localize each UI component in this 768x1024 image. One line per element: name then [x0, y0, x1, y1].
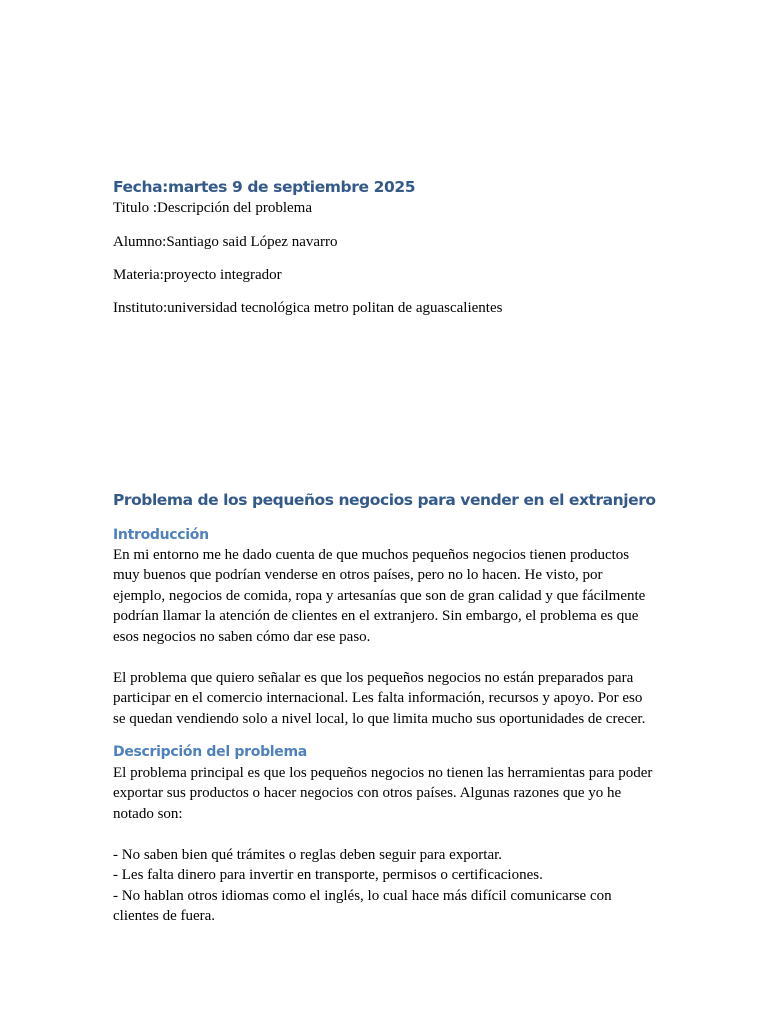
institute-line: Instituto:universidad tecnológica metro politan de aguascalientes [113, 300, 503, 316]
list-item: - No saben bien qué trámites o reglas deben seguir para exportar. [113, 847, 503, 863]
list-item: - Les falta dinero para invertir en transporte, permisos o certificaciones. [113, 867, 543, 884]
subject-line: Materia:proyecto integrador [113, 267, 282, 283]
text-line: El problema principal es que los pequeños negocios no tienen las herramientas para poder [113, 765, 653, 781]
text-line: notado son: [113, 805, 183, 822]
list-item: - No hablan otros idiomas como el inglés, lo cual hace más difícil comunicarse con [113, 887, 612, 904]
text-line: podrían llamar la atención de clientes en el extranjero. Sin embargo, el problema es que [113, 608, 639, 625]
text-line: exportar sus productos o hacer negocios con otros países. Algunas razones que yo he [113, 785, 622, 802]
intro-paragraph-1 [113, 545, 673, 647]
date-heading: Fecha:martes 9 de septiembre 2025 [113, 178, 416, 196]
text-line: se quedan vendiendo solo a nivel local, lo que limita mucho sus oportunidades de crecer. [113, 710, 646, 727]
title-line: Titulo :Descripción del problema [113, 200, 312, 216]
student-line: Alumno:Santiago said López navarro [113, 234, 338, 250]
text-line: El problema que quiero señalar es que los pequeños negocios no están preparados para [113, 670, 634, 686]
description-heading: Descripción del problema [113, 744, 307, 760]
text-line: esos negocios no saben cómo dar ese paso. [113, 628, 371, 645]
intro-paragraph-2 [113, 668, 673, 729]
text-line: ejemplo, negocios de comida, ropa y artesanías que son de gran calidad y que fácilmente [113, 587, 646, 604]
text-line: En mi entorno me he dado cuenta de que muchos pequeños negocios tienen productos [113, 547, 630, 563]
list-item: clientes de fuera. [113, 908, 216, 925]
text-line: muy buenos que podrían venderse en otros países, pero no lo hacen. He visto, por [113, 567, 603, 584]
text-line: participar en el comercio internacional. Les falta información, recursos y apoyo. Por eso [113, 690, 643, 707]
main-heading: Problema de los pequeños negocios para vender en el extranjero [113, 491, 656, 509]
intro-heading: Introducción [113, 527, 209, 543]
description-paragraph [113, 763, 673, 824]
reasons-list [113, 845, 673, 927]
